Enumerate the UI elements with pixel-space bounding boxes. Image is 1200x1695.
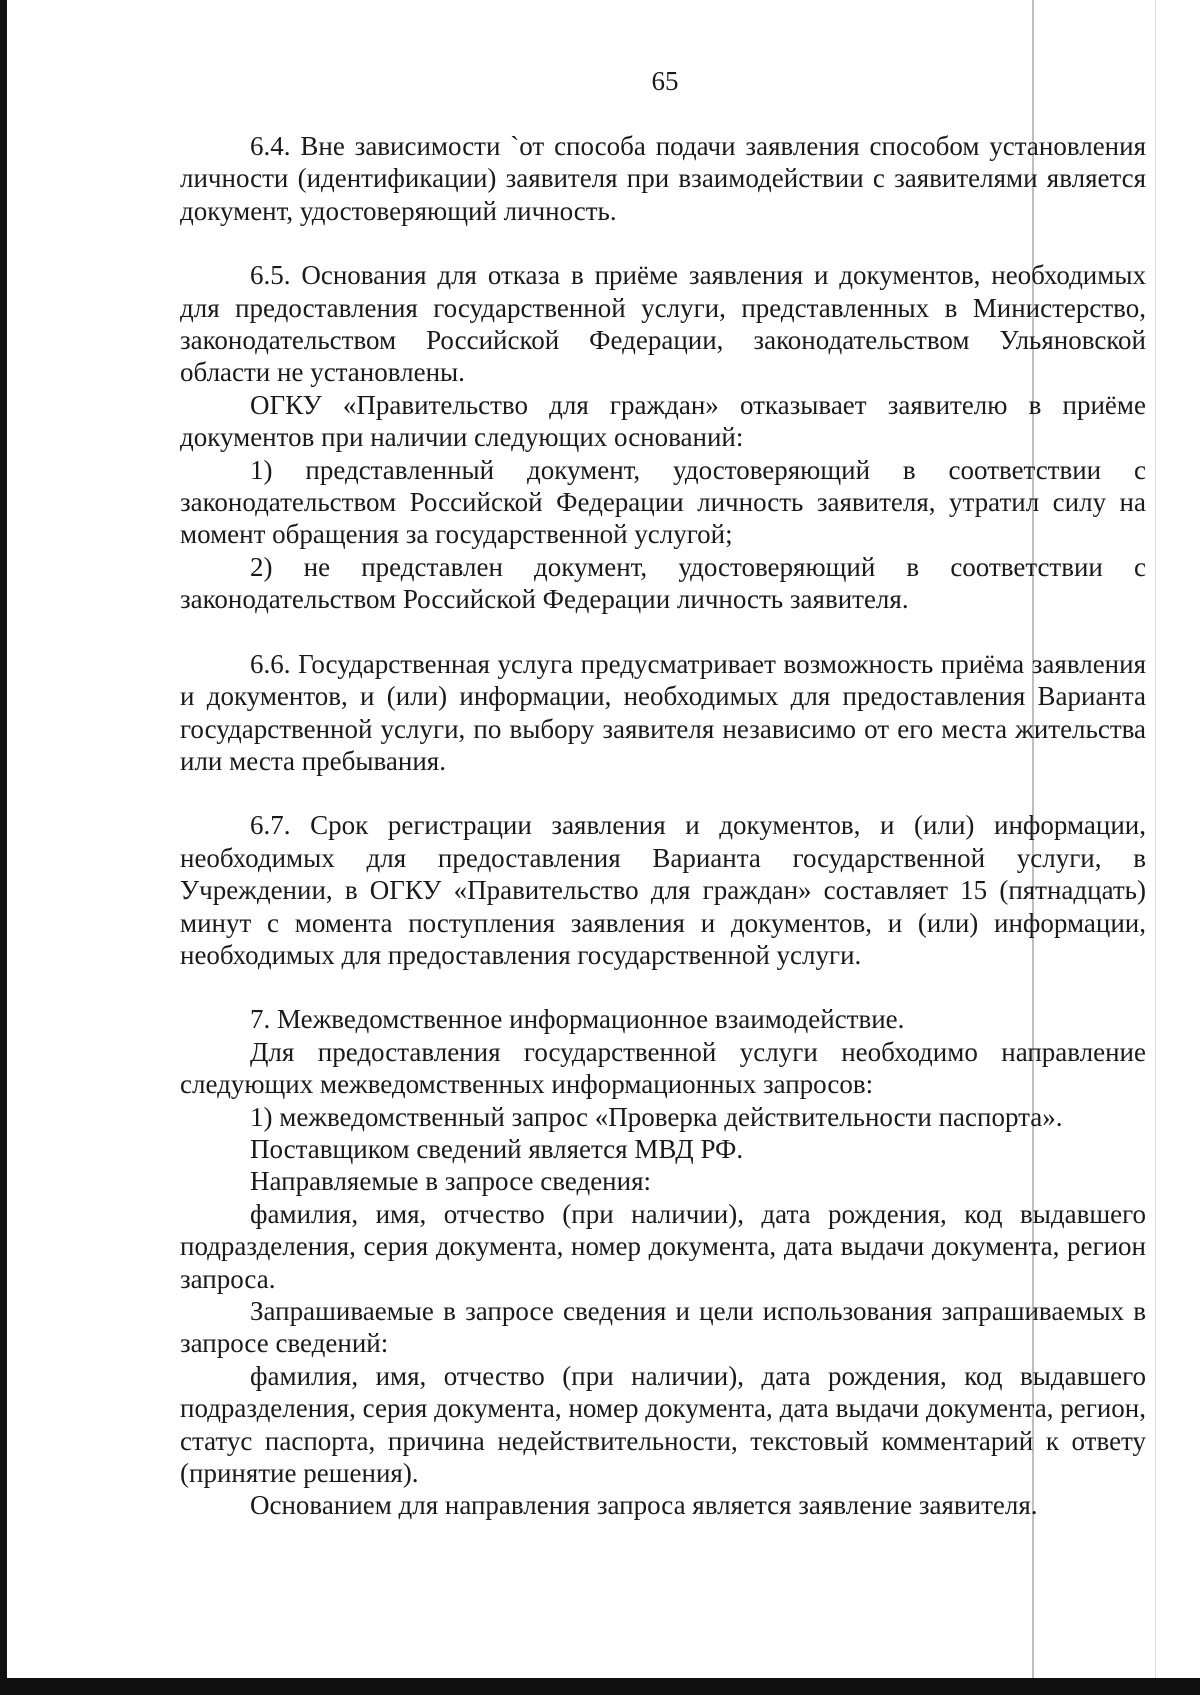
section-7-heading: 7. Межведомственное информационное взаимодействие. (250, 1004, 905, 1035)
paragraph-6-4: 6.4. Вне зависимости `от способа подачи заявления способом установления личности (идентификации) заявителя при взаимодействии с заявителями является документ, удостоверяющий личность. (180, 131, 1146, 226)
paragraph-sent-data-heading: Направляемые в запросе сведения: (250, 1166, 651, 1197)
paragraph-provider: Поставщиком сведений является МВД РФ. (250, 1133, 744, 1164)
paragraph-6-7: 6.7. Срок регистрации заявления и документов, и (или) информации, необходимых для предоставления Варианта государственной услуги, в Учреждении, в ОГКУ «Правительство для граждан» составляет 15 (пятнадцать) минут с момента поступления заявления и документов, и (или) информации, необходимых для предоставления государственной услуги. (180, 810, 1146, 970)
list-item-1: 1) представленный документ, удостоверяющий в соответствии с законодательством Российской Федерации личность заявителя, утратил силу на момент обращения за государственной услугой; (180, 454, 1146, 550)
paragraph-request-1: 1) межведомственный запрос «Проверка действительности паспорта». (250, 1101, 1063, 1132)
document-body (180, 130, 1146, 1522)
paragraph-basis: Основанием для направления запроса является заявление заявителя. (250, 1490, 1038, 1521)
scan-edge-bottom (0, 1678, 1200, 1695)
paragraph-requests-intro: Для предоставления государственной услуги необходимо направление следующих межведомственных информационных запросов: (180, 1036, 1146, 1100)
scan-edge-left (0, 0, 7, 1695)
list-item-2: 2) не представлен документ, удостоверяющий в соответствии с законодательством Российской Федерации личность заявителя. (180, 551, 1146, 615)
paragraph-requested-data: фамилия, имя, отчество (при наличии), дата рождения, код выдавшего подразделения, серия документа, номер документа, дата выдачи документа, регион, статус паспорта, причина недействительности, текстовый комментарий к ответу (принятие решения). (180, 1360, 1146, 1489)
paragraph-requested-data-heading: Запрашиваемые в запросе сведения и цели использования запрашиваемых в запросе сведений: (180, 1296, 1146, 1359)
paragraph-ogku-refusal: ОГКУ «Правительство для граждан» отказывает заявителю в приёме документов при наличии следующих оснований: (180, 389, 1146, 453)
scan-fold-line-secondary (1155, 0, 1156, 1678)
paragraph-6-6: 6.6. Государственная услуга предусматривает возможность приёма заявления и документов, и (или) информации, необходимых для предоставления Варианта государственной услуги, по выбору заявителя независимо от его места жительства или места пребывания. (180, 648, 1146, 776)
paragraph-sent-data: фамилия, имя, отчество (при наличии), дата рождения, код выдавшего подразделения, серия документа, номер документа, дата выдачи документа, регион запроса. (180, 1198, 1146, 1294)
page-number: 65 (651, 66, 679, 96)
paragraph-6-5: 6.5. Основания для отказа в приёме заявления и документов, необходимых для предоставления государственной услуги, представленных в Министерство, законодательством Российской Федерации, законодательством Ульяновской области не установлены. (180, 260, 1146, 388)
